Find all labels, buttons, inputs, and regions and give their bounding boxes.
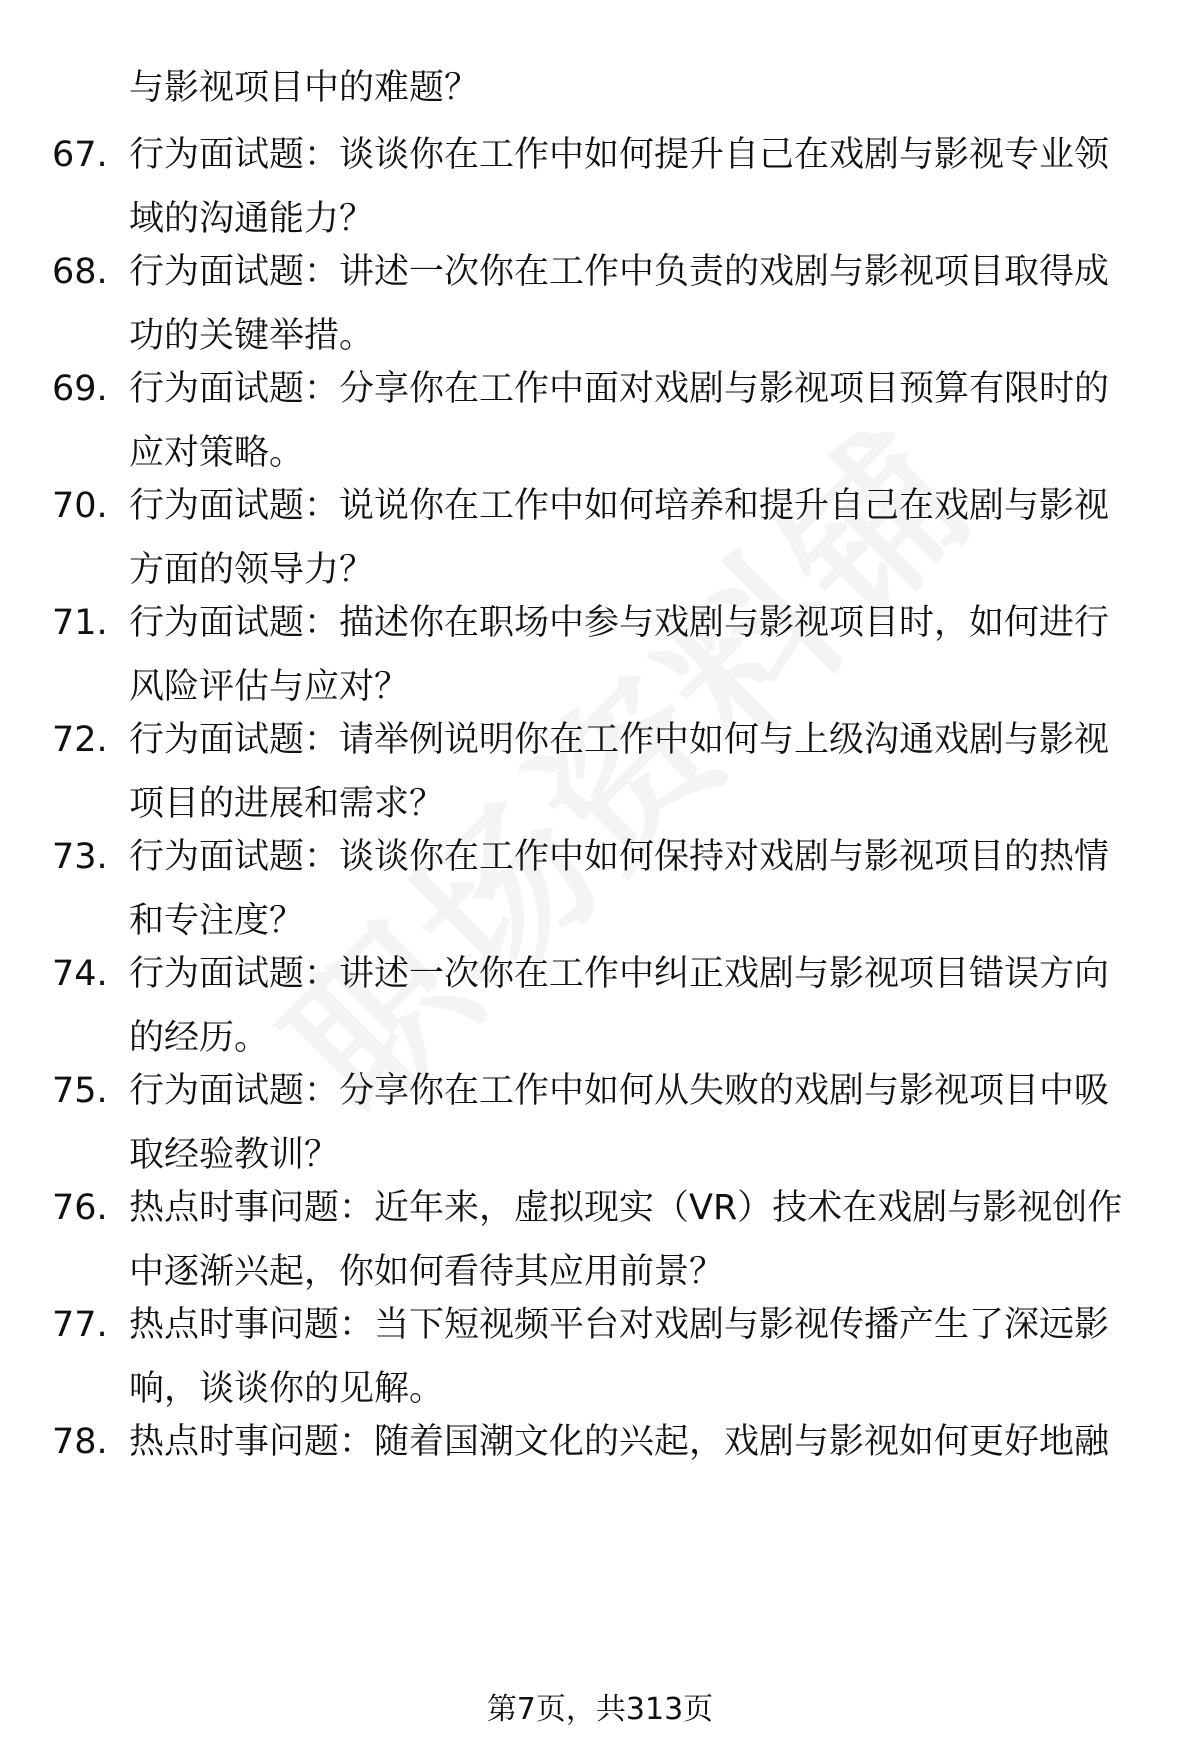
question-text-line: 热点时事问题：随着国潮文化的兴起，戏剧与影视如何更好地融: [129, 1422, 1110, 1462]
question-item: [52, 714, 1162, 830]
question-number: 74.: [52, 954, 108, 994]
question-text-line: 行为面试题：描述你在职场中参与戏剧与影视项目时，如何进行: [129, 603, 1110, 643]
question-number: 73.: [52, 837, 108, 877]
question-item: [52, 246, 1162, 362]
question-item: [52, 1182, 1162, 1298]
question-text-line: 行为面试题：分享你在工作中面对戏剧与影视项目预算有限时的: [129, 369, 1110, 409]
question-text-line: 行为面试题：请举例说明你在工作中如何与上级沟通戏剧与影视: [129, 720, 1110, 760]
page-footer: 第7页，共313页: [486, 1692, 714, 1727]
question-number: 78.: [52, 1422, 108, 1462]
question-item: [52, 480, 1162, 596]
question-number: 68.: [52, 252, 108, 292]
question-text-line: 响，谈谈你的见解。: [129, 1369, 445, 1409]
question-text-line: 行为面试题：谈谈你在工作中如何保持对戏剧与影视项目的热情: [129, 837, 1110, 877]
question-text-line: 热点时事问题：近年来，虚拟现实（VR）技术在戏剧与影视创作: [129, 1188, 1123, 1228]
question-text-line: 取经验教训？: [129, 1135, 340, 1175]
question-number: 72.: [52, 720, 108, 760]
question-number: 75.: [52, 1071, 108, 1111]
continued-question-text: 与影视项目中的难题？: [129, 68, 480, 108]
question-item: [52, 129, 1162, 245]
question-text-line: 的经历。: [129, 1018, 270, 1058]
question-item: [52, 597, 1162, 713]
question-item: [52, 1299, 1162, 1415]
question-text-line: 域的沟通能力？: [129, 199, 375, 239]
question-text-line: 行为面试题：谈谈你在工作中如何提升自己在戏剧与影视专业领: [129, 135, 1110, 175]
question-number: 76.: [52, 1188, 108, 1228]
question-text-line: 风险评估与应对？: [129, 667, 410, 707]
question-text-line: 热点时事问题：当下短视频平台对戏剧与影视传播产生了深远影: [129, 1305, 1110, 1345]
question-text-line: 行为面试题：说说你在工作中如何培养和提升自己在戏剧与影视: [129, 486, 1110, 526]
question-text-line: 中逐渐兴起，你如何看待其应用前景？: [129, 1252, 725, 1292]
question-item: [52, 363, 1162, 479]
question-text-line: 行为面试题：分享你在工作中如何从失败的戏剧与影视项目中吸: [129, 1071, 1110, 1111]
question-text-line: 行为面试题：讲述一次你在工作中负责的戏剧与影视项目取得成: [129, 252, 1110, 292]
question-text-line: 应对策略。: [129, 433, 305, 473]
question-text-line: 项目的进展和需求？: [129, 784, 445, 824]
question-item: [52, 831, 1162, 947]
question-text-line: 行为面试题：讲述一次你在工作中纠正戏剧与影视项目错误方向: [129, 954, 1110, 994]
question-item: [52, 1416, 1162, 1468]
question-item: [52, 948, 1162, 1064]
question-text-line: 功的关键举措。: [129, 316, 375, 356]
question-number: 67.: [52, 135, 108, 175]
question-item: [52, 1065, 1162, 1181]
question-number: 69.: [52, 369, 108, 409]
question-text-line: 和专注度？: [129, 901, 305, 941]
question-number: 71.: [52, 603, 108, 643]
question-number: 77.: [52, 1305, 108, 1345]
question-number: 70.: [52, 486, 108, 526]
question-text-line: 方面的领导力？: [129, 550, 375, 590]
